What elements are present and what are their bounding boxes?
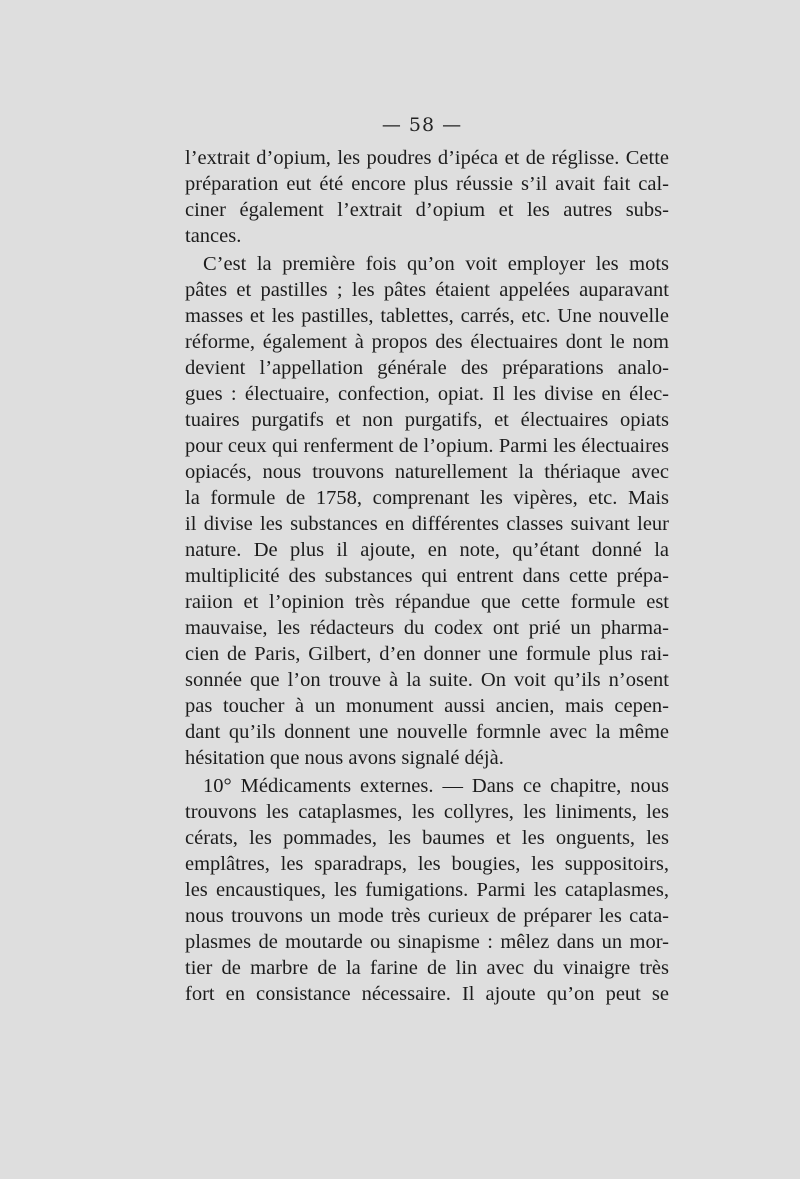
text-line: tuaires purgatifs et non purgatifs, et électuaires opiats bbox=[185, 409, 669, 431]
text-line: fort en consistance nécessaire. Il ajoute qu’on peut se bbox=[185, 983, 669, 1005]
text-line: sonnée que l’on trouve à la suite. On voit qu’ils n’osent bbox=[185, 669, 669, 691]
text-line: masses et les pastilles, tablettes, carrés, etc. Une nouvelle bbox=[185, 305, 669, 327]
text-line: tier de marbre de la farine de lin avec du vinaigre très bbox=[185, 957, 669, 979]
text-line: pour ceux qui renferment de l’opium. Parmi les électuaires bbox=[185, 435, 669, 457]
text-line: dant qu’ils donnent une nouvelle formnle avec la même bbox=[185, 721, 669, 743]
text-line: trouvons les cataplasmes, les collyres, les liniments, les bbox=[185, 801, 669, 823]
text-line: cien de Paris, Gilbert, d’en donner une formule plus rai- bbox=[185, 643, 669, 665]
text-line: tances. bbox=[185, 225, 242, 247]
text-line: il divise les substances en différentes classes suivant leur bbox=[185, 513, 669, 535]
text-line: plasmes de moutarde ou sinapisme : mêlez dans un mor- bbox=[185, 931, 669, 953]
text-line: devient l’appellation générale des préparations analo- bbox=[185, 357, 669, 379]
text-line: mauvaise, les rédacteurs du codex ont prié un pharma- bbox=[185, 617, 669, 639]
text-line: la formule de 1758, comprenant les vipères, etc. Mais bbox=[185, 487, 669, 509]
text-line: pâtes et pastilles ; les pâtes étaient appelées auparavant bbox=[185, 279, 669, 301]
text-line: emplâtres, les sparadraps, les bougies, les suppositoirs, bbox=[185, 853, 669, 875]
page-number: — 58 — bbox=[381, 114, 463, 136]
text-line: préparation eut été encore plus réussie s’il avait fait cal- bbox=[185, 173, 669, 195]
text-line: multiplicité des substances qui entrent dans cette prépa- bbox=[185, 565, 669, 587]
text-line: pas toucher à un monument aussi ancien, mais cepen- bbox=[185, 695, 669, 717]
text-line: nature. De plus il ajoute, en note, qu’étant donné la bbox=[185, 539, 669, 561]
text-line: les encaustiques, les fumigations. Parmi les cataplasmes, bbox=[185, 879, 669, 901]
paragraph-start-line: 10° Médicaments externes. — Dans ce chapitre, nous bbox=[203, 775, 669, 797]
text-line: l’extrait d’opium, les poudres d’ipéca et de réglisse. Cette bbox=[185, 147, 669, 169]
text-line: nous trouvons un mode très curieux de préparer les cata- bbox=[185, 905, 669, 927]
text-line: hésitation que nous avons signalé déjà. bbox=[185, 747, 504, 769]
text-line: réforme, également à propos des électuaires dont le nom bbox=[185, 331, 669, 353]
paragraph-start-line: C’est la première fois qu’on voit employer les mots bbox=[203, 253, 669, 275]
text-line: opiacés, nous trouvons naturellement la thériaque avec bbox=[185, 461, 669, 483]
text-line: cérats, les pommades, les baumes et les onguents, les bbox=[185, 827, 669, 849]
text-line: gues : électuaire, confection, opiat. Il les divise en élec- bbox=[185, 383, 669, 405]
text-line: ciner également l’extrait d’opium et les autres subs- bbox=[185, 199, 669, 221]
text-line: raiion et l’opinion très répandue que cette formule est bbox=[185, 591, 669, 613]
